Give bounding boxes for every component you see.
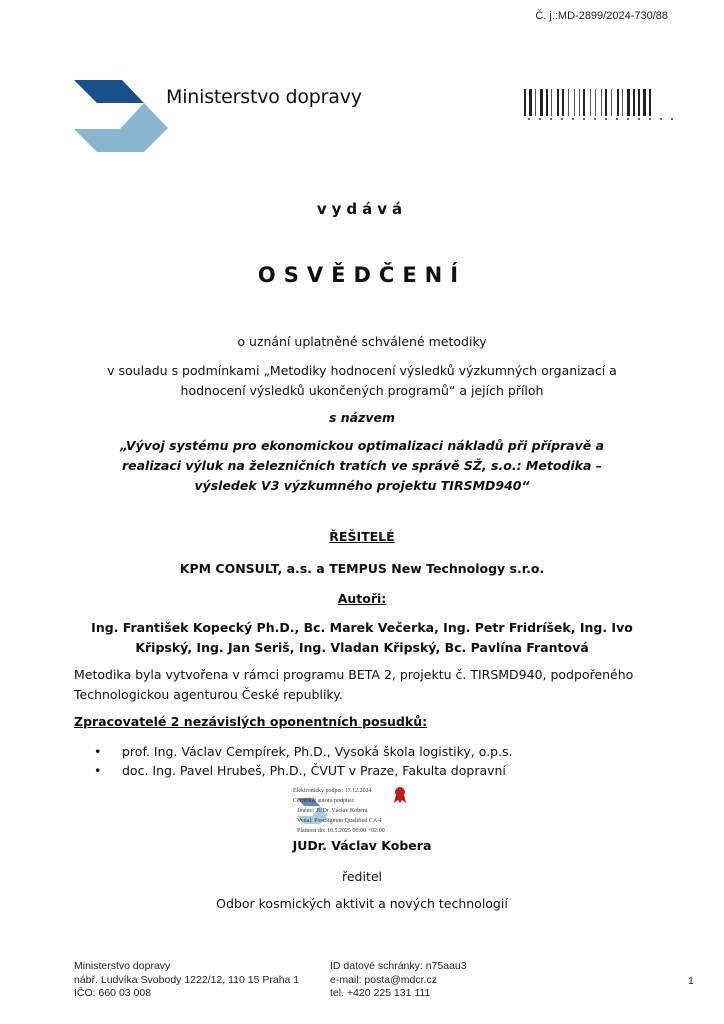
barcode-bar [611,89,612,116]
barcode-bar [649,89,651,116]
footer-line: IČO: 660 03 008 [74,987,152,999]
bullet-icon: • [94,744,102,759]
opponents-list [94,742,513,780]
barcode-digit-mark [550,118,552,120]
barcode-digit-mark [649,118,651,120]
signature-line: Platnost do: 10.5.2025 00:00 +02:00 [297,828,385,834]
barcode-bar [546,89,548,116]
bullet-icon: • [94,763,102,778]
barcode-digit-mark [572,118,574,120]
footer-email-link[interactable]: e-mail: posta@mdcr.cz [330,973,437,986]
barcode-icon [522,88,684,122]
signer-role: ředitel [341,869,383,884]
barcode-digit-mark [638,118,640,120]
ministry-logo-icon [72,78,172,154]
barcode-bar [601,89,602,116]
ministry-name: Ministerstvo dopravy [166,86,362,108]
signature-line: Vydal: PostSignum Qualified CA 4 [297,818,382,824]
solvers-heading: ŘEŠITELÉ [329,529,395,544]
barcode-digit-mark [671,118,673,120]
barcode-digit-mark [605,118,607,120]
barcode-digit-mark [627,118,629,120]
list-item [94,742,513,761]
barcode-bar [574,89,575,116]
seal-ribbon-icon [393,786,407,804]
authors-heading: Autoři: [337,591,387,606]
barcode-bar [590,89,591,116]
barcode-bar [579,89,580,116]
barcode-bar [633,89,635,116]
barcode-bar [643,89,646,116]
logo-dark-shape [74,80,144,103]
signature-line: Elektronický podpis: 17.12.2024 [293,788,372,794]
opponents-heading: Zpracovatelé 2 nezávislých oponentních posudků: [74,714,428,729]
barcode-bar [627,89,630,116]
list-item [94,761,513,780]
signer-name: JUDr. Václav Kobera [292,838,432,853]
barcode-bar [622,89,623,116]
authors-text: Ing. František Kopecký Ph.D., Bc. Marek Večerka, Ing. Petr Fridríšek, Ing. Ivo Křipský, Ing. Jan Seriš, Ing. Vladan Křipský, Bc. Pavlína Frantová [91,620,633,655]
barcode-bar [638,89,640,116]
signature-line: Jméno: JUDr. Václav Kobera [297,808,368,814]
program-paragraph: Metodika byla vytvořena v rámci programu BETA 2, projektu č. TIRSMD940, podpořeného Technologickou agenturou České republiky. [74,667,634,702]
barcode-bar [595,89,596,116]
barcode-digit-mark [528,118,530,120]
recognition-line: o uznání uplatněné schválené metodiky [237,334,487,349]
footer-address [74,960,299,1001]
barcode-bar [605,89,607,116]
barcode-bar [583,89,585,116]
barcode-digit-mark [594,118,596,120]
footer-line: Ministerstvo dopravy [74,960,171,972]
barcode-bar [562,89,564,116]
footer-contact [330,960,467,1001]
barcode-digit-mark [561,118,563,120]
barcode-digit-mark [616,118,618,120]
logo-light-shape [74,103,168,152]
barcode-digit-mark [583,118,585,120]
barcode-bar [568,89,569,116]
opponent-text: prof. Ing. Václav Cempírek, Ph.D., Vysoká škola logistiky, o.p.s. [122,744,513,759]
barcode-digit-mark [660,118,662,120]
methodology-title: „Vývoj systému pro ekonomickou optimalizaci nákladů při přípravě a realizaci výluk na železničních tratích ve správě SŽ, s.o.: Metodika – výsledek V3 výzkumného projektu TIRSMD940“ [119,438,605,493]
barcode-digit-mark [539,118,541,120]
barcode-bar [540,89,543,116]
electronic-signature-block [293,786,433,836]
barcode-bar [524,89,526,116]
reference-number: Č. j.:MD-2899/2024-730/88 [535,10,668,22]
barcode-bar [617,89,619,116]
footer-line: ID datové schránky: n75aau3 [330,960,467,972]
compliance-line: v souladu s podmínkami „Metodiky hodnocení výsledků výzkumných organizací a hodnocení výsledků ukončených programů“ a jejích příloh [107,363,617,398]
document-title: OSVĚDČENÍ [257,263,467,287]
barcode-bar [529,89,532,116]
page-number: 1 [688,975,694,987]
barcode-bar [557,89,559,116]
footer-line: tel. +420 225 131 111 [330,987,431,999]
solvers-text: KPM CONSULT, a.s. a TEMPUS New Technology s.r.o. [179,561,545,576]
named-label: s názvem [328,410,396,425]
footer-line: nábř. Ludvíka Svobody 1222/12, 110 15 Praha 1 [74,973,300,986]
opponent-text: doc. Ing. Pavel Hrubeš, Ph.D., ČVUT v Praze, Fakulta dopravní [122,763,506,778]
barcode-bar [551,89,552,116]
barcode-bar [535,89,536,116]
signer-department: Odbor kosmických aktivit a nových technologií [216,896,508,911]
issues-label: vydává [316,200,408,218]
signature-line: Certifikát autora podpisu: [293,798,355,804]
